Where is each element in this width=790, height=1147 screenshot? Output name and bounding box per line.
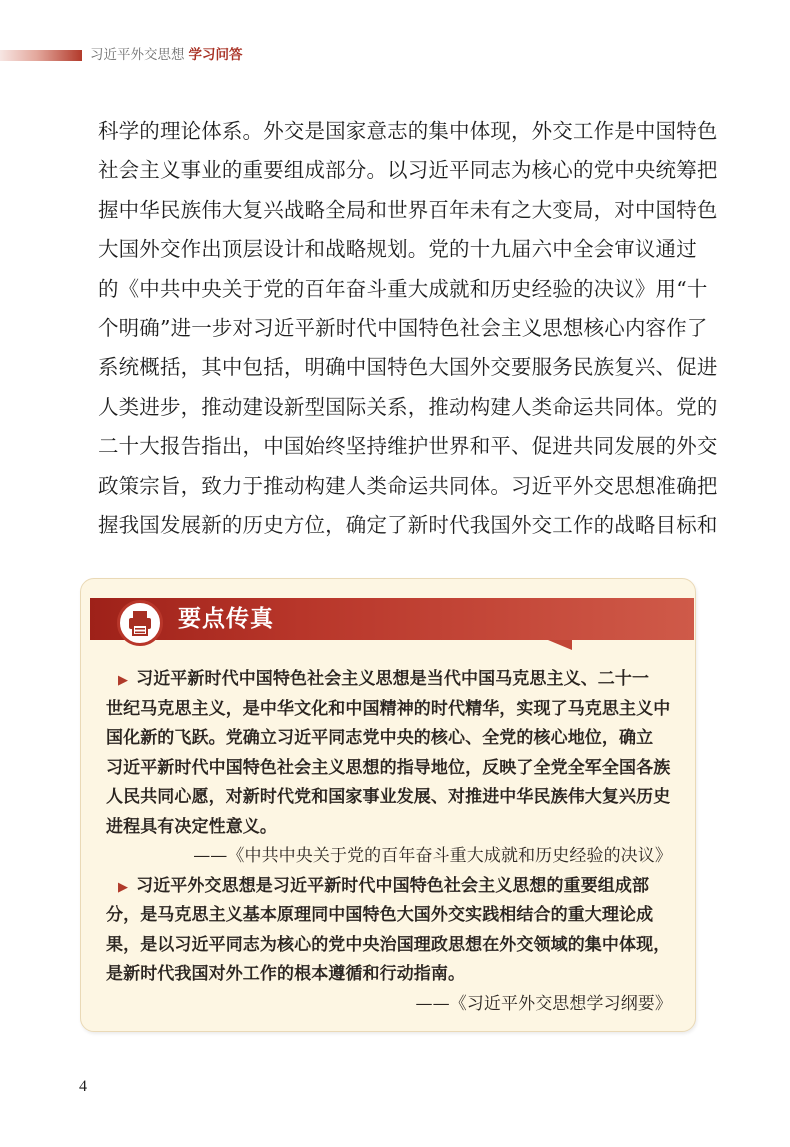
body-line: 大国外交作出顶层设计和战略规划。党的十九届六中全会审议通过 — [98, 237, 697, 262]
body-line: 科学的理论体系。外交是国家意志的集中体现，外交工作是中国特色 — [98, 119, 718, 143]
quote-line: 世纪马克思主义，是中华文化和中国精神的时代精华，实现了马克思主义中 — [106, 698, 671, 719]
body-line: 社会主义事业的重要组成部分。以习近平同志为核心的党中央统筹把 — [98, 158, 718, 183]
quote1-source: ——《中共中央关于党的百年奋斗重大成就和历史经验的决议》 — [193, 846, 672, 866]
header-text — [90, 44, 243, 66]
body-line: 系统概括，其中包括，明确中国特色大国外交要服务民族复兴、促进 — [98, 355, 718, 380]
quote2-source: ——《习近平外交思想学习纲要》 — [415, 993, 672, 1014]
header-title: 习近平外交思想 — [90, 47, 185, 63]
box-title: 要点传真 — [178, 606, 274, 632]
quote-line: 分，是马克思主义基本原理同中国特色大国外交实践相结合的重大理论成 — [106, 905, 654, 925]
banner-tail — [548, 640, 572, 650]
body-line: 握我国发展新的历史方位，确定了新时代我国外交工作的战略目标和 — [98, 512, 718, 537]
quote-line: 果，是以习近平同志为核心的党中央治国理政思想在外交领域的集中体现， — [106, 934, 671, 955]
quote-line: 是新时代我国对外工作的根本遵循和行动指南。 — [106, 964, 466, 984]
body-line: 人类进步，推动建设新型国际关系，推动构建人类命运共同体。党的 — [98, 394, 718, 419]
quote2-first-line: ▶ 习近平外交思想是习近平新时代中国特色社会主义思想的重要组成部 — [118, 875, 650, 896]
header-subtitle: 学习问答 — [188, 47, 243, 63]
running-header — [0, 44, 790, 66]
quote-line: 习近平新时代中国特色社会主义思想的指导地位，反映了全党全军全国各族 — [106, 757, 671, 778]
body-line: 的《中共中央关于党的百年奋斗重大成就和历史经验的决议》用“十 — [98, 276, 708, 301]
triangle-bullet-icon: ▶ — [118, 673, 129, 688]
quote1-first-line: ▶ 习近平新时代中国特色社会主义思想是当代中国马克思主义、二十一 — [118, 669, 650, 689]
body-line: 政策宗旨，致力于推动构建人类命运共同体。习近平外交思想准确把 — [98, 473, 718, 498]
printer-icon — [117, 600, 163, 646]
quote-line: 国化新的飞跃。党确立习近平同志党中央的核心、全党的核心地位，确立 — [106, 728, 654, 748]
quote-line: 人民共同心愿，对新时代党和国家事业发展、对推进中华民族伟大复兴历史 — [106, 787, 671, 807]
header-accent-bar — [0, 50, 82, 61]
body-line: 个明确”进一步对习近平新时代中国特色社会主义思想核心内容作了 — [98, 315, 708, 340]
quote-line: 进程具有决定性意义。 — [106, 816, 277, 837]
body-line: 二十大报告指出，中国始终坚持维护世界和平、促进共同发展的外交 — [98, 434, 718, 459]
triangle-bullet-icon: ▶ — [118, 879, 129, 895]
body-line: 握中华民族伟大复兴战略全局和世界百年未有之大变局，对中国特色 — [98, 197, 718, 222]
page-number: 4 — [79, 1078, 87, 1095]
body-paragraph — [98, 112, 718, 545]
quotes — [106, 665, 686, 1019]
